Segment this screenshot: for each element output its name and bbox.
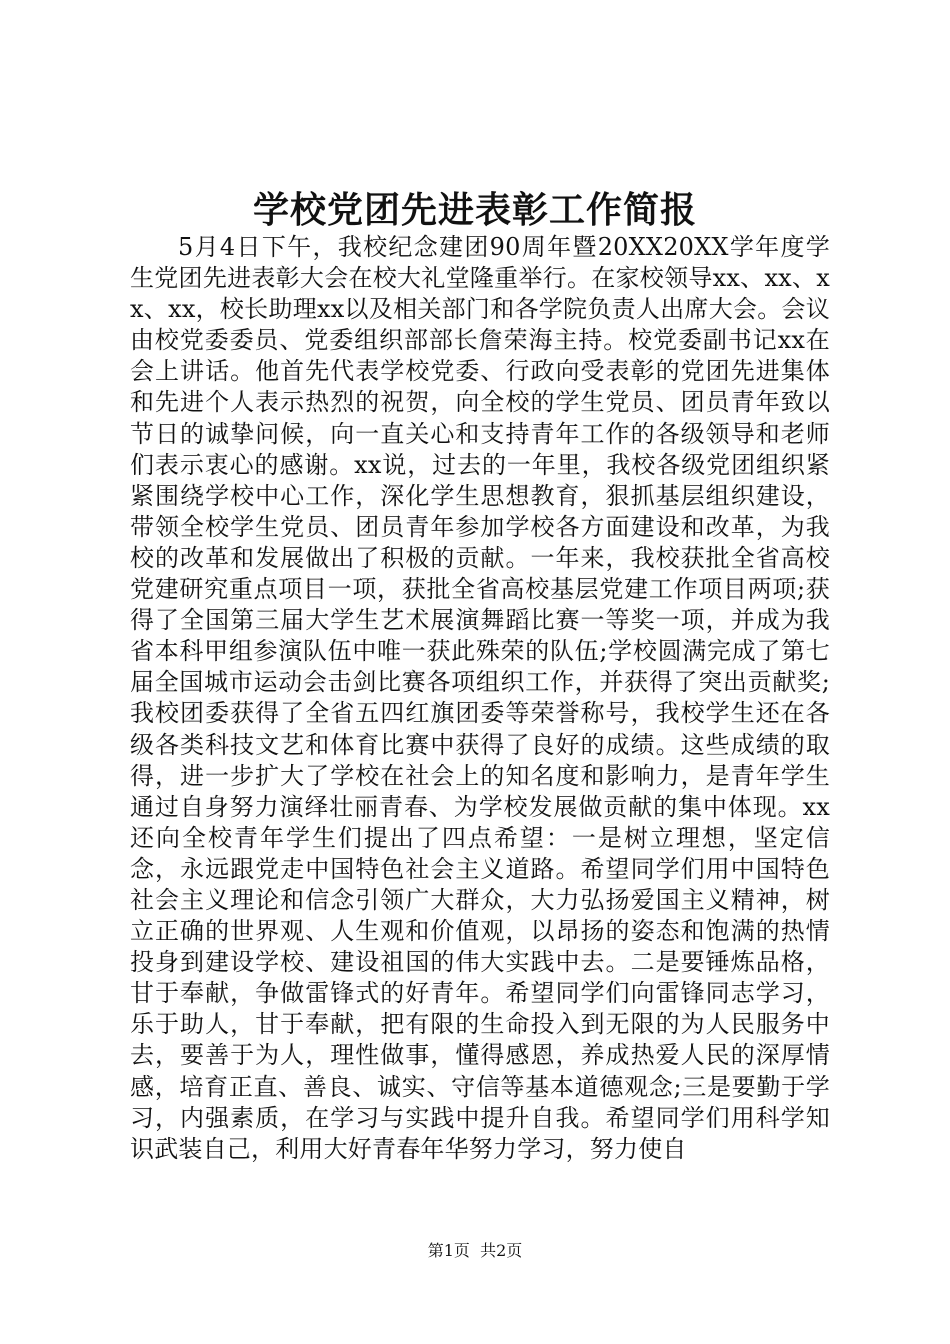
page-total: 共2页: [480, 1241, 523, 1260]
body-paragraph: 5月4日下午，我校纪念建团90周年暨20XX20XX学年度学生党团先进表彰大会在校大礼堂隆重举行。在家校领导xx、xx、xx、xx，校长助理xx以及相关部门和各学院负责人出席大会。会议由校党委委员、党委组织部部长詹荣海主持。校党委副书记xx在会上讲话。他首先代表学校党委、行政向受表彰的党团先进集体和先进个人表示热烈的祝贺，向全校的学生党员、团员青年致以节日的诚挚问候，向一直关心和支持青年工作的各级领导和老师们表示衷心的感谢。xx说，过去的一年里，我校各级党团组织紧紧围绕学校中心工作，深化学生思想教育，狠抓基层组织建设，带领全校学生党员、团员青年参加学校各方面建设和改革，为我校的改革和发展做出了积极的贡献。一年来，我校获批全省高校党建研究重点项目一项，获批全省高校基层党建工作项目两项;获得了全国第三届大学生艺术展演舞蹈比赛一等奖一项，并成为我省本科甲组参演队伍中唯一获此殊荣的队伍;学校圆满完成了第七届全国城市运动会击剑比赛各项组织工作，并获得了突出贡献奖;我校团委获得了全省五四红旗团委等荣誉称号，我校学生还在各级各类科技文艺和体育比赛中获得了良好的成绩。这些成绩的取得，进一步扩大了学校在社会上的知名度和影响力，是青年学生通过自身努力演绎壮丽青春、为学校发展做贡献的集中体现。xx还向全校青年学生们提出了四点希望：一是树立理想，坚定信念，永远跟党走中国特色社会主义道路。希望同学们用中国特色社会主义理论和信念引领广大群众，大力弘扬爱国主义精神，树立正确的世界观、人生观和价值观，以昂扬的姿态和饱满的热情投身到建设学校、建设祖国的伟大实践中去。二是要锤炼品格，甘于奉献，争做雷锋式的好青年。希望同学们向雷锋同志学习，乐于助人，甘于奉献，把有限的生命投入到无限的为人民服务中去，要善于为人，理性做事，懂得感恩，养成热爱人民的深厚情感，培育正直、善良、诚实、守信等基本道德观念;三是要勤于学习，内强素质，在学习与实践中提升自我。希望同学们用科学知识武装自己，利用大好青春年华努力学习，努力使自: [130, 233, 830, 1163]
page-number: 第1页: [427, 1241, 470, 1260]
document-title: 学校党团先进表彰工作简报: [252, 189, 697, 231]
page-footer: [0, 1240, 950, 1262]
